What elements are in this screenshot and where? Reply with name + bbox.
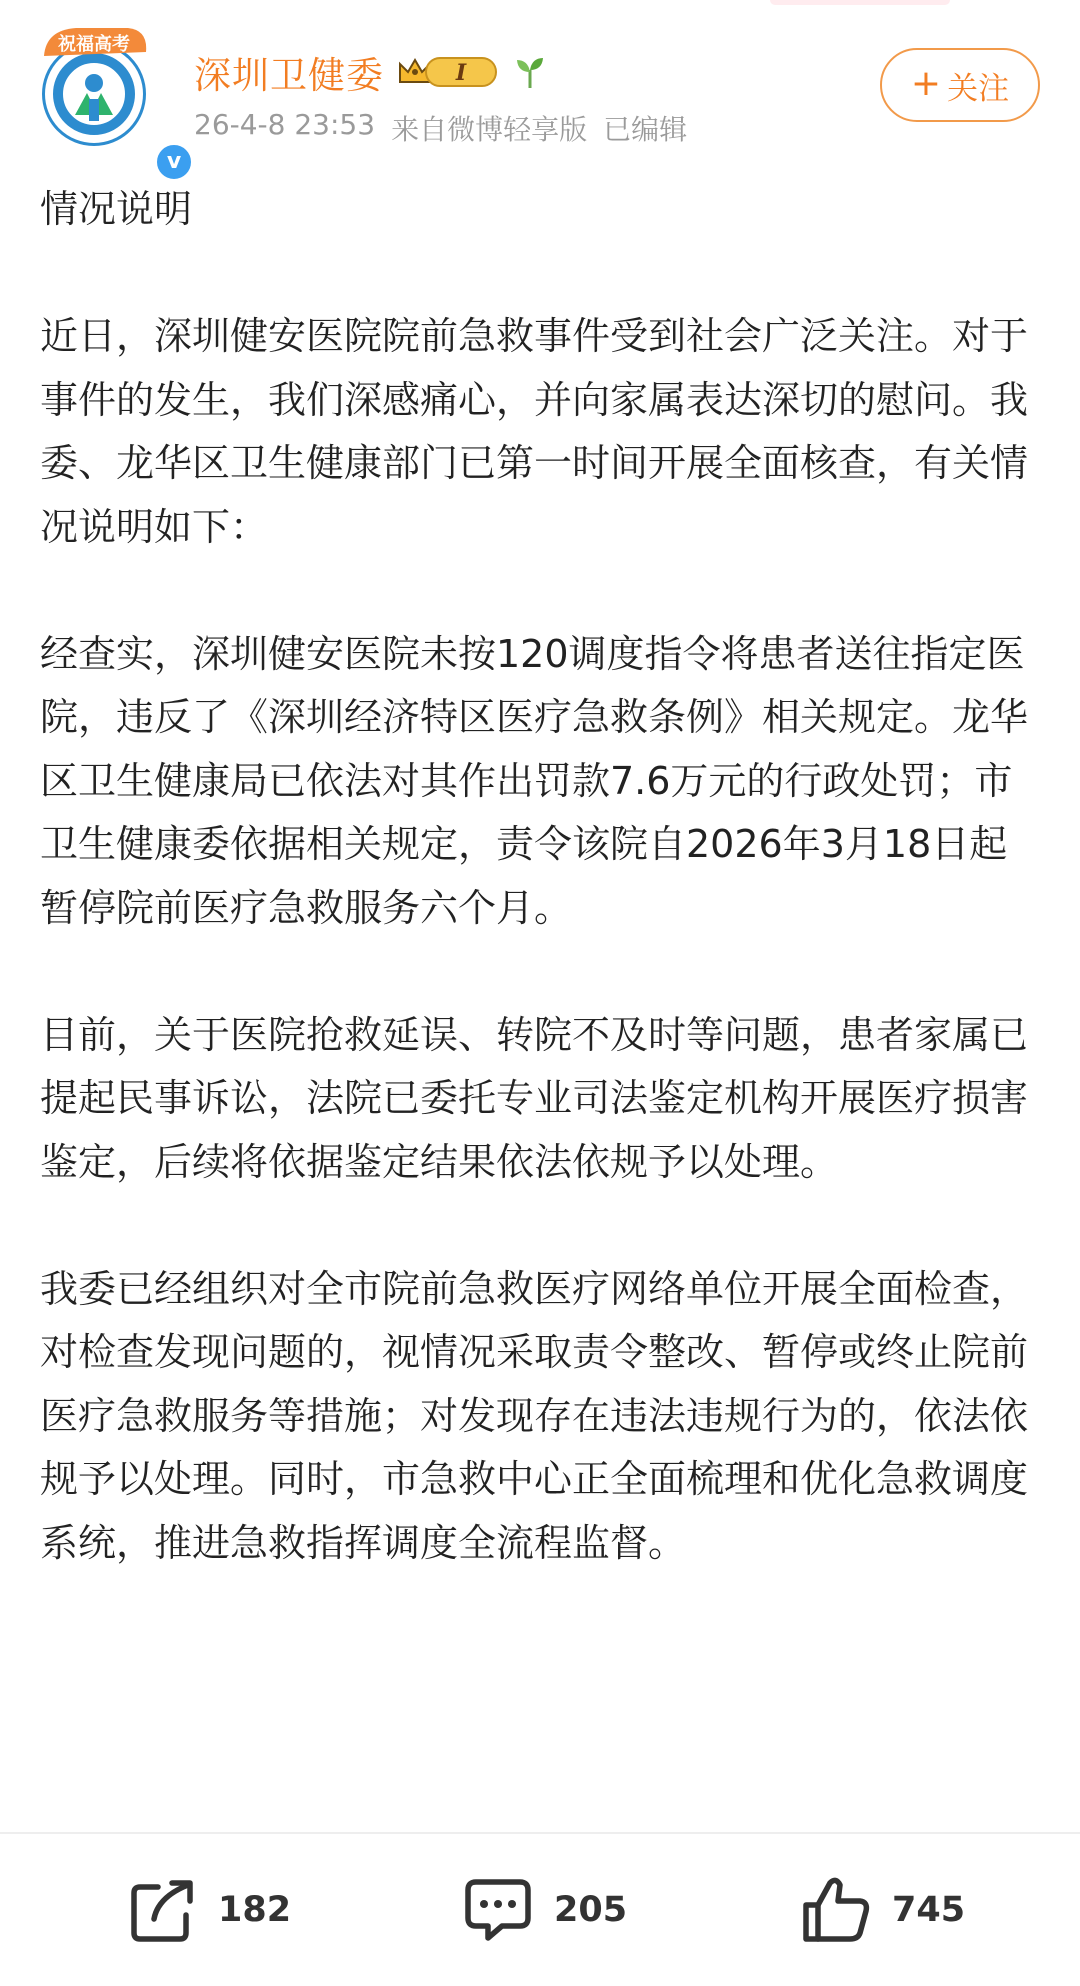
member-level-badge-icon[interactable] (396, 52, 502, 92)
like-icon (800, 1875, 872, 1945)
post-content (40, 178, 1040, 1575)
post-paragraph: 近日，深圳健安医院院前急救事件受到社会广泛关注。对于事件的发生，我们深感痛心，并向家属表达深切的慰问。我委、龙华区卫生健康部门已第一时间开展全面核查，有关情况说明如下： (40, 314, 1029, 549)
post-paragraph: 目前，关于医院抢救延误、转院不及时等问题，患者家属已提起民事诉讼，法院已委托专业司法鉴定机构开展医疗损害鉴定，后续将依据鉴定结果依法依规予以处理。 (40, 1012, 1029, 1184)
post-timestamp: 26-4-8 23:53 (194, 108, 376, 141)
gaokao-blessing-badge-icon (36, 22, 152, 62)
action-bar (0, 1834, 1080, 1986)
comment-button[interactable] (462, 1874, 627, 1946)
follow-button[interactable] (880, 48, 1040, 122)
post-paragraph: 经查实，深圳健安医院未按120调度指令将患者送往指定医院，违反了《深圳经济特区医疗急救条例》相关规定。龙华区卫生健康局已依法对其作出罚款7.6万元的行政处罚；市卫生健康委依据相关规定，责令该院自2026年3月18日起暂停院前医疗急救服务六个月。 (40, 631, 1029, 930)
svg-text:I: I (455, 60, 467, 86)
name-row (194, 44, 546, 100)
post-source[interactable]: 来自微博轻享版 (391, 113, 588, 146)
plus-icon: + (910, 62, 942, 104)
edited-label[interactable]: 已编辑 (603, 113, 688, 146)
sprout-icon (514, 54, 546, 90)
avatar[interactable] (36, 22, 182, 174)
like-count: 745 (892, 1890, 966, 1930)
comment-count: 205 (554, 1890, 628, 1930)
user-name[interactable]: 深圳卫健委 (194, 54, 384, 97)
repost-count: 182 (218, 1890, 292, 1930)
comment-icon (462, 1876, 534, 1944)
share-icon (128, 1877, 198, 1943)
post-header (0, 0, 1080, 174)
repost-button[interactable] (128, 1874, 291, 1946)
verified-icon: v (154, 142, 194, 182)
post-paragraph: 我委已经组织对全市院前急救医疗网络单位开展全面检查，对检查发现问题的，视情况采取责令整改、暂停或终止院前医疗急救服务等措施；对发现存在违法违规行为的，依法依规予以处理。同时，市急救中心正全面梳理和优化急救调度系统，推进急救指挥调度全流程监督。 (40, 1266, 1029, 1565)
post-meta (194, 108, 687, 148)
follow-label: 关注 (947, 70, 1010, 107)
svg-text:祝福高考: 祝福高考 (58, 34, 130, 55)
post-title: 情况说明 (40, 187, 193, 231)
top-indicator (770, 0, 950, 5)
like-button[interactable] (800, 1874, 965, 1946)
